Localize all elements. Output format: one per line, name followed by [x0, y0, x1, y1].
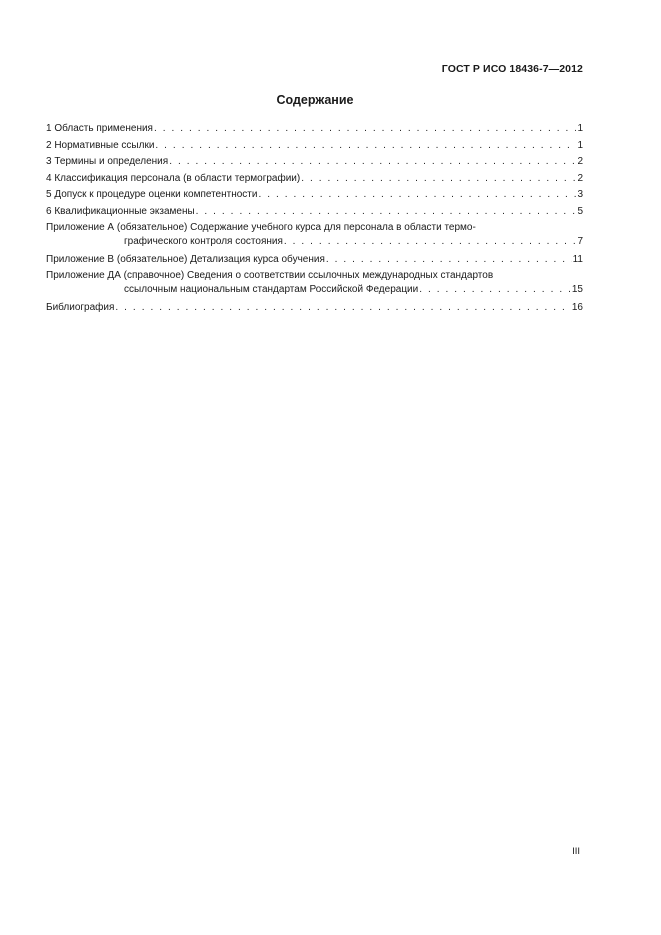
toc-entry-title: 2 Нормативные ссылки — [46, 139, 155, 151]
toc-leader-dots — [154, 121, 576, 136]
toc-entry-title: 6 Квалификационные экзамены — [46, 205, 195, 217]
toc-leader-dots — [258, 187, 576, 202]
toc-leader-dots — [301, 171, 576, 186]
toc-entry-annex-b[interactable] — [46, 252, 583, 269]
toc-leader-dots — [284, 234, 577, 249]
page-title: Содержание — [276, 93, 354, 107]
toc-entry[interactable] — [46, 171, 583, 188]
table-of-contents — [46, 121, 583, 316]
toc-leader-dots — [326, 252, 572, 267]
toc-leader-dots — [419, 282, 571, 297]
toc-leader-dots — [115, 300, 570, 315]
toc-entry-title: Библиография — [46, 301, 115, 313]
toc-leader-dots — [169, 154, 576, 169]
toc-entry[interactable] — [46, 154, 583, 171]
toc-entry[interactable] — [46, 138, 583, 155]
toc-entry-page: 7 — [577, 236, 583, 247]
toc-entry-title: 4 Классификация персонала (в области термографии) — [46, 172, 301, 184]
toc-entry-title-line2: ссылочным национальным стандартам Российской Федерации — [124, 284, 419, 295]
toc-entry-page: 2 — [577, 156, 583, 167]
toc-entry-title: 1 Область применения — [46, 123, 153, 134]
page-number: III — [572, 846, 580, 857]
toc-entry[interactable] — [46, 204, 583, 221]
toc-leader-dots — [196, 204, 577, 219]
toc-entry-page: 3 — [577, 189, 583, 200]
toc-entry-title: 3 Термины и определения — [46, 156, 169, 167]
document-header: ГОСТ Р ИСО 18436-7—2012 — [441, 63, 583, 75]
toc-entry-title: 5 Допуск к процедуре оценки компетентности — [46, 189, 258, 200]
toc-entry-annex-da[interactable] — [46, 268, 583, 299]
toc-entry-page: 1 — [577, 123, 583, 134]
toc-entry-title-line1: Приложение ДА (справочное) Сведения о соответствии ссылочных международных стандартов — [46, 270, 494, 281]
toc-entry[interactable] — [46, 121, 583, 138]
toc-leader-dots — [155, 138, 576, 153]
toc-entry-page: 5 — [577, 205, 583, 217]
toc-entry-page: 15 — [571, 284, 583, 295]
toc-entry-page: 11 — [572, 253, 583, 265]
toc-entry-page: 2 — [577, 172, 583, 184]
toc-entry-page: 1 — [577, 139, 583, 151]
toc-entry-page: 16 — [571, 301, 583, 313]
toc-entry-bibliography[interactable] — [46, 300, 583, 317]
toc-entry-annex-a[interactable] — [46, 220, 583, 251]
toc-entry-title: Приложение В (обязательное) Детализация курса обучения — [46, 253, 325, 265]
toc-entry[interactable] — [46, 187, 583, 204]
toc-entry-title-line1: Приложение А (обязательное) Содержание учебного курса для персонала в области термо- — [46, 222, 476, 233]
toc-entry-title-line2: графического контроля состояния — [124, 236, 283, 247]
